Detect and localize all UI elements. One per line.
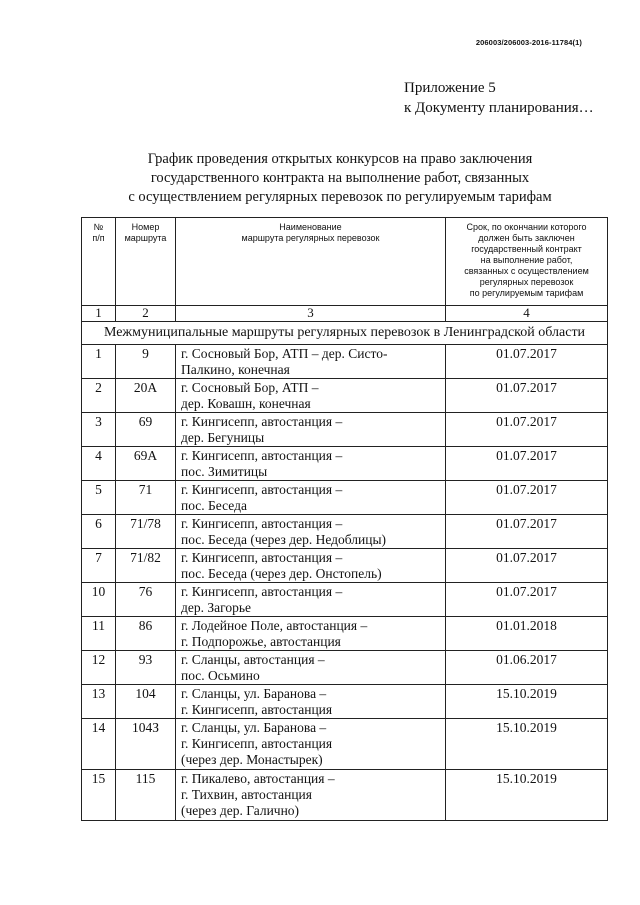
- appendix-line-1: Приложение 5: [404, 80, 496, 96]
- route-number-cell: 76: [116, 583, 176, 617]
- table-row: [82, 481, 608, 515]
- table-row: [82, 719, 608, 770]
- route-name-line: г. Кингисепп, автостанция –: [181, 550, 343, 565]
- deadline-date-cell: 01.07.2017: [446, 549, 608, 583]
- route-name-cell: [176, 719, 446, 770]
- header-text-line: Срок, по окончании которого: [466, 222, 587, 232]
- deadline-date-cell: 01.07.2017: [446, 515, 608, 549]
- header-text-line: №: [93, 222, 104, 232]
- title-line-2: государственного контракта на выполнение работ, связанных: [150, 170, 530, 186]
- table-row: [82, 413, 608, 447]
- route-name-line: г. Кингисепп, автостанция –: [181, 584, 343, 599]
- route-name-line: пос. Беседа (через дер. Онстопель): [181, 566, 382, 581]
- route-name-line: пос. Беседа: [181, 498, 247, 513]
- route-number-cell: 104З: [116, 719, 176, 770]
- row-number-cell: 13: [82, 685, 116, 719]
- route-name-cell: [176, 447, 446, 481]
- route-number-cell: 20А: [116, 379, 176, 413]
- route-number-cell: 71: [116, 481, 176, 515]
- deadline-date-cell: 15.10.2019: [446, 685, 608, 719]
- route-name-line: пос. Осьмино: [181, 668, 260, 683]
- section-row: [82, 322, 608, 345]
- route-name-cell: [176, 379, 446, 413]
- route-number-cell: 115: [116, 770, 176, 821]
- row-number-cell: 1: [82, 345, 116, 379]
- route-name-line: г. Кингисепп, автостанция: [181, 702, 333, 717]
- route-name-line: г. Кингисепп, автостанция –: [181, 516, 343, 531]
- route-name-line: пос. Беседа (через дер. Недоблицы): [181, 532, 387, 547]
- route-name-cell: [176, 617, 446, 651]
- header-text-line: связанных с осуществлением: [464, 266, 589, 276]
- route-name-line: г. Кингисепп, автостанция –: [181, 482, 343, 497]
- route-name-line: Палкино, конечная: [181, 362, 290, 377]
- route-name-line: дер. Загорье: [181, 600, 251, 615]
- row-number-cell: 5: [82, 481, 116, 515]
- row-number-cell: 4: [82, 447, 116, 481]
- table-row: [82, 549, 608, 583]
- deadline-date-cell: 01.07.2017: [446, 413, 608, 447]
- deadline-date-cell: 01.07.2017: [446, 481, 608, 515]
- table-row: [82, 651, 608, 685]
- header-deadline: [446, 218, 608, 306]
- header-text-line: регулярных перевозок: [479, 277, 574, 287]
- document-title: [80, 150, 600, 207]
- route-name-line: г. Кингисепп, автостанция: [181, 736, 333, 751]
- column-number: 2: [116, 306, 176, 322]
- appendix-note: [404, 78, 594, 118]
- route-name-line: г. Кингисепп, автостанция –: [181, 448, 343, 463]
- route-name-cell: [176, 481, 446, 515]
- table-row: [82, 617, 608, 651]
- route-name-line: г. Подпорожье, автостанция: [181, 634, 341, 649]
- route-number-cell: 9: [116, 345, 176, 379]
- header-text-line: маршрута: [124, 233, 167, 243]
- section-title: Межмуниципальные маршруты регулярных перевозок в Ленинградской области: [82, 322, 608, 345]
- table-row: [82, 345, 608, 379]
- route-name-cell: [176, 583, 446, 617]
- row-number-cell: 10: [82, 583, 116, 617]
- table-row: [82, 447, 608, 481]
- deadline-date-cell: 01.07.2017: [446, 345, 608, 379]
- route-name-line: г. Сланцы, ул. Баранова –: [181, 720, 327, 735]
- table-row: [82, 770, 608, 821]
- title-line-1: График проведения открытых конкурсов на право заключения: [147, 151, 533, 167]
- table-row: [82, 515, 608, 549]
- route-name-line: (через дер. Монастырек): [181, 752, 323, 767]
- header-name: [176, 218, 446, 306]
- table-header-row: [82, 218, 608, 306]
- route-number-cell: 71/78: [116, 515, 176, 549]
- row-number-cell: 7: [82, 549, 116, 583]
- deadline-date-cell: 01.06.2017: [446, 651, 608, 685]
- header-number: [82, 218, 116, 306]
- route-name-cell: [176, 515, 446, 549]
- deadline-date-cell: 01.07.2017: [446, 379, 608, 413]
- column-number: 1: [82, 306, 116, 322]
- row-number-cell: 2: [82, 379, 116, 413]
- route-number-cell: 71/82: [116, 549, 176, 583]
- route-name-cell: [176, 770, 446, 821]
- header-text-line: по регулируемым тарифам: [469, 288, 584, 298]
- route-name-cell: [176, 413, 446, 447]
- row-number-cell: 11: [82, 617, 116, 651]
- schedule-table-body: [82, 218, 608, 821]
- route-name-line: г. Тихвин, автостанция: [181, 787, 312, 802]
- route-name-cell: [176, 345, 446, 379]
- route-number-cell: 104: [116, 685, 176, 719]
- appendix-line-2: к Документу планирования…: [404, 100, 594, 116]
- deadline-date-cell: 01.01.2018: [446, 617, 608, 651]
- header-route: [116, 218, 176, 306]
- header-text-line: Наименование: [279, 222, 342, 232]
- route-name-line: г. Кингисепп, автостанция –: [181, 414, 343, 429]
- route-name-cell: [176, 651, 446, 685]
- deadline-date-cell: 01.07.2017: [446, 583, 608, 617]
- route-name-cell: [176, 685, 446, 719]
- column-number: 4: [446, 306, 608, 322]
- schedule-table: [81, 217, 608, 821]
- document-id: 206003/206003-2016-11784(1): [475, 38, 582, 47]
- header-text-line: маршрута регулярных перевозок: [241, 233, 380, 243]
- route-number-cell: 69А: [116, 447, 176, 481]
- route-name-line: дер. Бегуницы: [181, 430, 265, 445]
- header-text-line: п/п: [92, 233, 105, 243]
- column-number: 3: [176, 306, 446, 322]
- deadline-date-cell: 01.07.2017: [446, 447, 608, 481]
- route-number-cell: 93: [116, 651, 176, 685]
- table-row: [82, 379, 608, 413]
- row-number-cell: 6: [82, 515, 116, 549]
- route-number-cell: 86: [116, 617, 176, 651]
- header-text-line: Номер: [131, 222, 160, 232]
- row-number-cell: 14: [82, 719, 116, 770]
- header-text-line: на выполнение работ,: [480, 255, 573, 265]
- route-name-line: (через дер. Галично): [181, 803, 300, 818]
- route-name-line: г. Сосновый Бор, АТП –: [181, 380, 319, 395]
- table-row: [82, 685, 608, 719]
- route-name-cell: [176, 549, 446, 583]
- header-text-line: государственный контракт: [471, 244, 582, 254]
- route-name-line: г. Лодейное Поле, автостанция –: [181, 618, 368, 633]
- route-name-line: дер. Ковашн, конечная: [181, 396, 311, 411]
- row-number-cell: 15: [82, 770, 116, 821]
- route-name-line: г. Сланцы, автостанция –: [181, 652, 325, 667]
- deadline-date-cell: 15.10.2019: [446, 719, 608, 770]
- deadline-date-cell: 15.10.2019: [446, 770, 608, 821]
- row-number-cell: 12: [82, 651, 116, 685]
- table-row: [82, 583, 608, 617]
- route-number-cell: 69: [116, 413, 176, 447]
- header-text-line: должен быть заключен: [478, 233, 575, 243]
- column-number-row: [82, 306, 608, 322]
- route-name-line: г. Сосновый Бор, АТП – дер. Систо-: [181, 346, 388, 361]
- route-name-line: г. Сланцы, ул. Баранова –: [181, 686, 327, 701]
- route-name-line: г. Пикалево, автостанция –: [181, 771, 335, 786]
- route-name-line: пос. Зимитицы: [181, 464, 268, 479]
- title-line-3: с осуществлением регулярных перевозок по регулируемым тарифам: [128, 189, 552, 205]
- row-number-cell: 3: [82, 413, 116, 447]
